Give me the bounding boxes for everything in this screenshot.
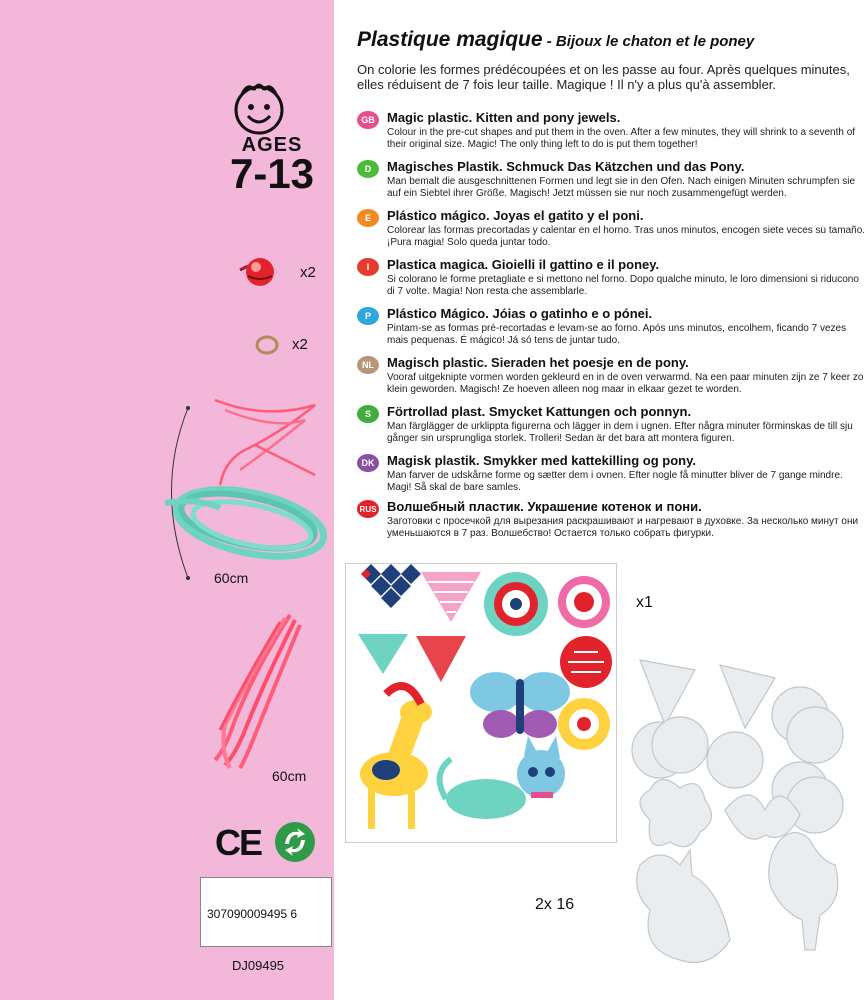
smiley-face-icon [228,80,290,136]
color-sheet [345,563,617,843]
lang-badge: GB [357,111,379,129]
product-reference: DJ09495 [232,958,285,973]
lang-badge: RUS [357,500,379,518]
lang-text: Заготовки с просечкой для вырезания раскрашивают и нагревают в духовке. За несколько минут они уменьшаются в 7 раз. Волшебство! Остается только собрать фигурки. [387,516,859,539]
title-sub: - Bijoux le chaton et le poney [542,33,755,50]
lang-text: Colour in the pre-cut shapes and put them in the oven. After a few minutes, they will shrink to a seventh of their original size. Magic! The only thing left to do is put them together! [387,127,856,150]
lang-text: Vooraf uitgeknipte vormen worden gekleurd en in de oven verwarmd. Na een paar minuten zijn ze 7 keer zo klein geworden. Magisch! Ze hoeven alleen nog maar in elkaar gezet te worden. [387,372,864,395]
lang-badge: I [357,258,379,276]
pink-string-bundle-icon [195,610,325,770]
lang-text: Man färglägger de urklippta figurerna och lägger in dem i ugnen. Efter några minuter förminskas de till sju gånger sin ursprungliga storlek. Trolleri! Sedan är det bara att montera figuren. [387,421,853,444]
lang-badge: DK [357,454,379,472]
lang-heading: Plástico Mágico. Jóias o gatinho e o pónei. [387,306,653,321]
lang-badge: E [357,209,379,227]
lang-heading: Magic plastic. Kitten and pony jewels. [387,110,621,125]
lang-badge: D [357,160,379,178]
lang-heading: Förtrollad plast. Smycket Kattungen och ponnyn. [387,404,692,419]
barcode-number: 307090009495 6 [207,907,298,921]
lang-text: Man bemalt die ausgeschnittenen Formen und legt sie in den Ofen. Nach einigen Minuten schrumpfen sie auf ein Siebtel ihrer Größe. Magisch! Jetzt müssen sie nur noch zusammengefügt werden. [387,176,856,199]
ce-mark: CE [215,822,262,863]
intro-text: On colorie les formes prédécoupées et on les passe au four. Après quelques minutes, elles réduisent de 7 fois leur taille. Magique ! Il n'y a plus qu'à assembler. [357,62,850,92]
lang-badge: S [357,405,379,423]
sheet-quantity: x1 [636,594,653,611]
bell-icon [236,252,280,292]
recycle-icon [273,820,317,864]
lang-text: Man farver de udskårne forme og sætter dem i ovnen. Efter nogle få minutter bliver de 7 gange mindre. Magi! Så skal de bare samles. [387,470,843,493]
lang-text: Si colorano le forme pretagliate e si mettono nel forno. Dopo qualche minuto, le loro dimensioni si riducono di 7 volte. Magia! Non resta che assemblarle. [387,274,859,297]
barcode [200,877,332,947]
age-range: 7-13 [229,150,315,197]
lang-heading: Plastica magica. Gioielli il gattino e il poney. [387,257,660,272]
lang-badge: NL [357,356,379,374]
lang-heading: Magisk plastik. Smykker med kattekilling og pony. [387,453,696,468]
lang-text: Colorear las formas precortadas y calentar en el horno. Tras unos minutos, encogen siete veces su tamaño. ¡Pura magia! Solo queda juntar todo. [387,225,866,248]
ring-quantity: x2 [292,336,308,353]
ages-label: AGES [241,134,303,156]
title-main: Plastique magique [357,28,543,51]
lang-text: Pintam-se as formas pré-recortadas e levam-se ao forno. Após uns minutos, encolhem, ficando 7 vezes mais pequenas. É mágico! Já só tens de juntar tudo. [387,323,847,346]
cord-length: 60cm [214,570,249,586]
ring-icon [254,334,280,356]
bell-quantity: x2 [300,264,316,281]
lang-heading: Волшебный пластик. Украшение котенок и пони. [387,499,702,514]
lang-heading: Plástico mágico. Joyas el gatito y el poni. [387,208,644,223]
clear-shapes-icon [620,650,860,990]
teal-cord-icon [160,478,335,568]
page-title [357,28,754,52]
lang-badge: P [357,307,379,325]
thin-pink-strings-icon [205,390,325,490]
sheet-artwork-icon [346,564,616,842]
string-length: 60cm [272,768,307,784]
lang-heading: Magisch plastic. Sieraden het poesje en de pony. [387,355,689,370]
shapes-quantity: 2x 16 [535,896,575,913]
lang-heading: Magisches Plastik. Schmuck Das Kätzchen und das Pony. [387,159,745,174]
